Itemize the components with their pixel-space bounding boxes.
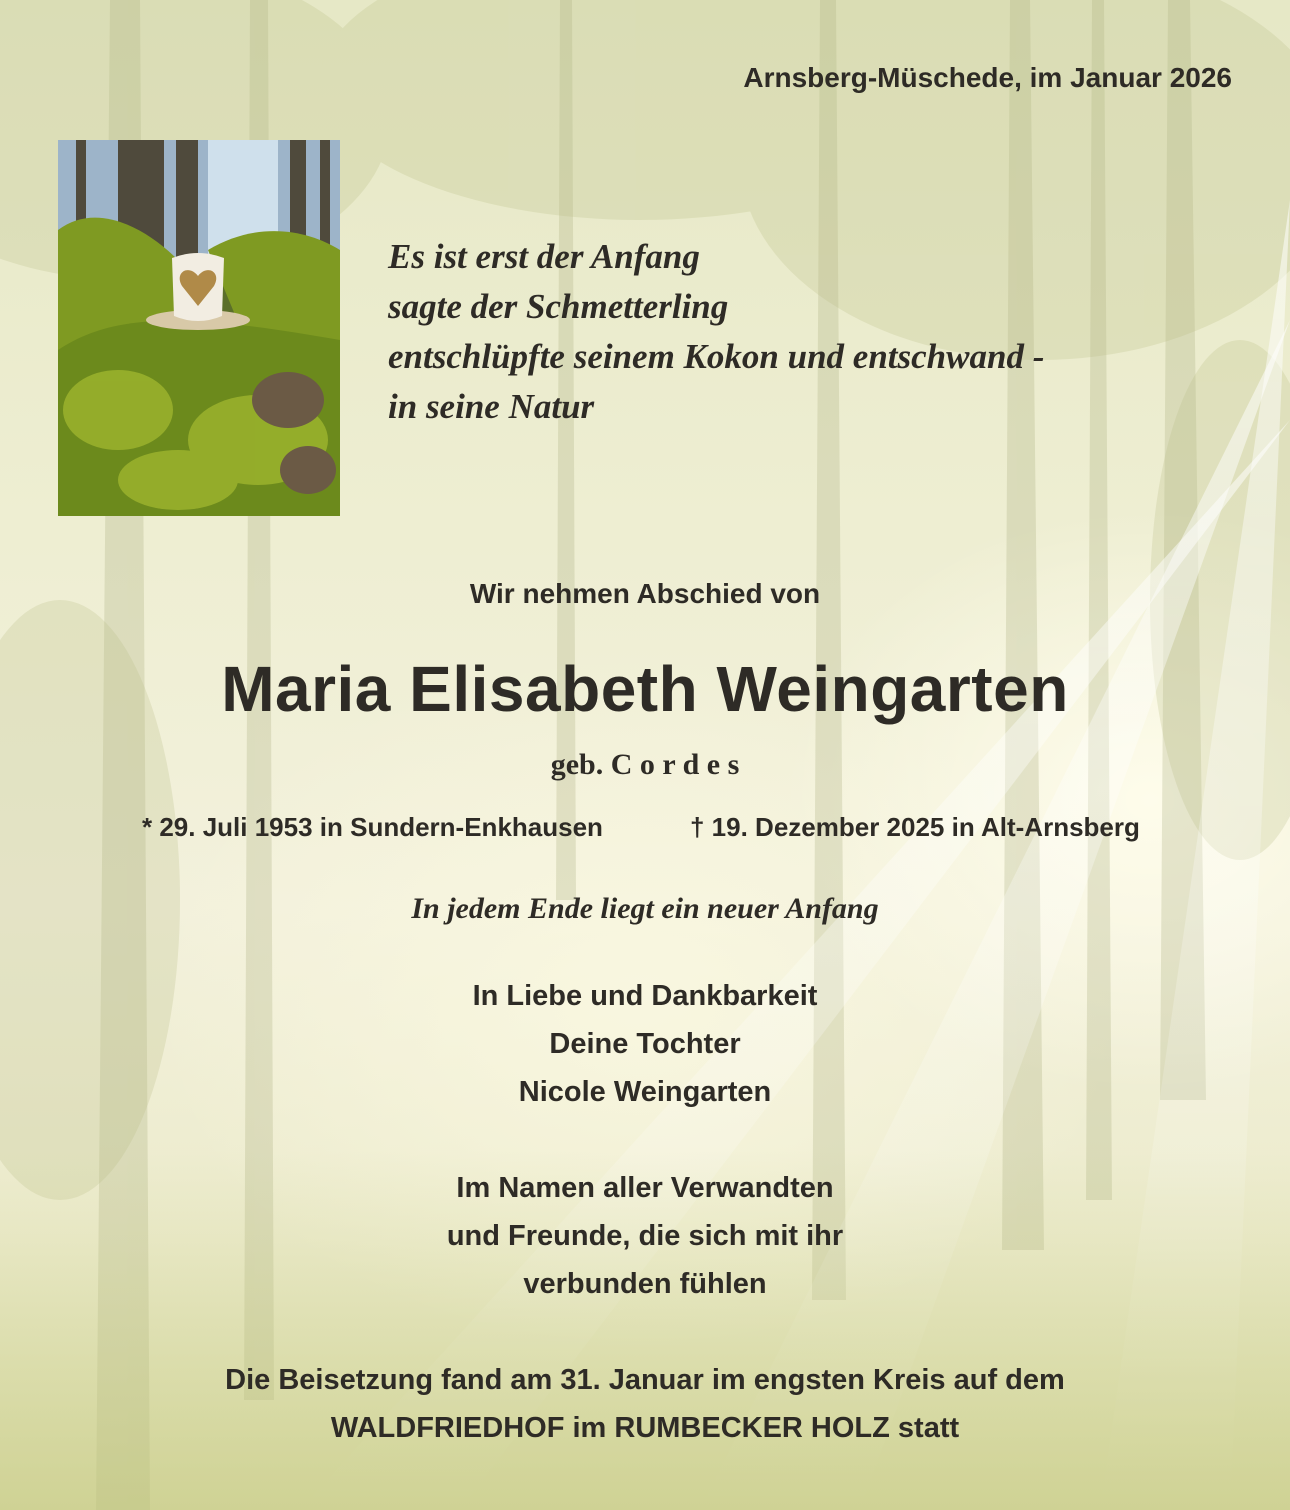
deceased-name: Maria Elisabeth Weingarten [221, 653, 1069, 725]
closing-line: Deine Tochter [549, 1028, 741, 1060]
death-date: † 19. Dezember 2025 in Alt-Arnsberg [690, 812, 1140, 842]
burial-line: WALDFRIEDHOF im RUMBECKER HOLZ statt [330, 1412, 960, 1444]
burial-line: Die Beisetzung fand am 31. Januar im engsten Kreis auf dem [225, 1364, 1065, 1396]
birth-name: geb. C o r d e s [550, 748, 740, 781]
burial-note [0, 1356, 1290, 1452]
relatives-line: Im Namen aller Verwandten [456, 1172, 834, 1204]
poem [388, 232, 1044, 432]
birth-date: * 29. Juli 1953 in Sundern-Enkhausen [142, 812, 603, 842]
closing-line: In Liebe und Dankbarkeit [472, 980, 818, 1012]
farewell-intro: Wir nehmen Abschied von [469, 578, 821, 609]
poem-line: sagte der Schmetterling [388, 287, 729, 326]
motto: In jedem Ende liegt ein neuer Anfang [411, 892, 879, 925]
poem-line: entschlüpfte seinem Kokon und entschwand - [388, 337, 1045, 376]
mourner-name: Nicole Weingarten [518, 1076, 772, 1108]
relatives-line: verbunden fühlen [523, 1268, 767, 1300]
relatives-line: und Freunde, die sich mit ihr [446, 1220, 844, 1252]
place-date: Arnsberg-Müschede, im Januar 2026 [743, 62, 1232, 93]
relatives-note [0, 1164, 1290, 1308]
urn-moss-photo [58, 140, 340, 516]
poem-line: Es ist erst der Anfang [388, 237, 700, 276]
mourners-closing [0, 972, 1290, 1116]
poem-line: in seine Natur [388, 387, 595, 426]
